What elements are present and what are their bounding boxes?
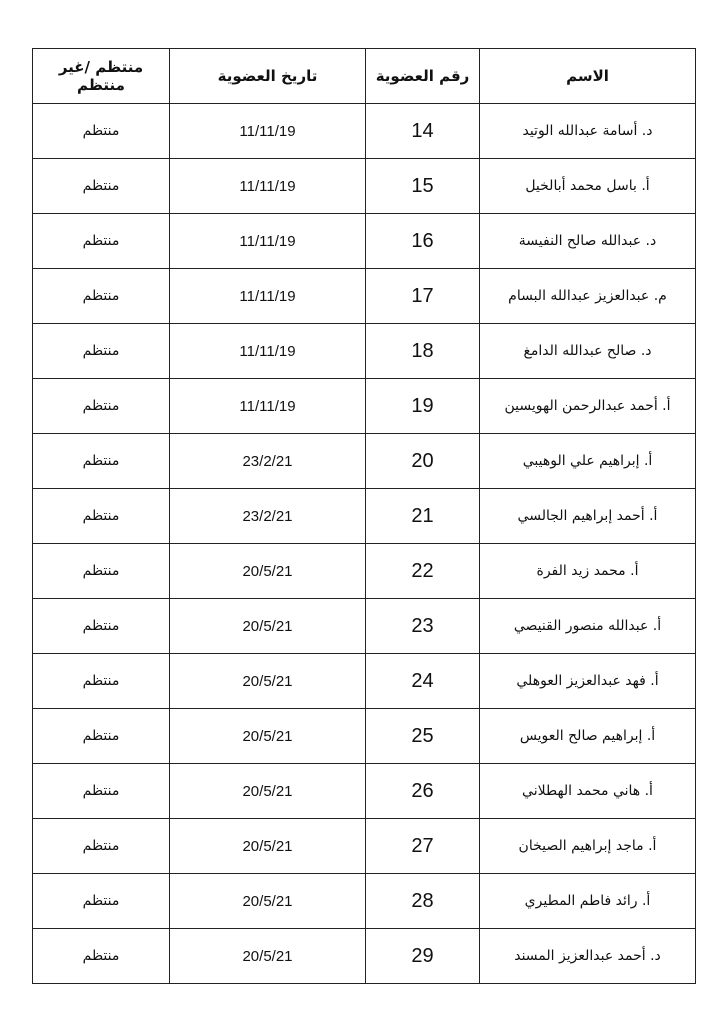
status-cell: منتظم <box>33 599 170 654</box>
member-name-cell: أ. عبدالله منصور القنيصي <box>480 599 696 654</box>
status-cell: منتظم <box>33 819 170 874</box>
member-name-cell: أ. أحمد إبراهيم الجالسي <box>480 489 696 544</box>
membership-number-cell: 17 <box>366 269 480 324</box>
member-name-cell: أ. هاني محمد الهطلاني <box>480 764 696 819</box>
member-name-cell: أ. ماجد إبراهيم الصيخان <box>480 819 696 874</box>
membership-date-cell: 23/2/21 <box>170 434 366 489</box>
table-row <box>33 104 696 159</box>
member-name-cell: د. عبدالله صالح النفيسة <box>480 214 696 269</box>
membership-date-cell: 11/11/19 <box>170 159 366 214</box>
membership-number-cell: 22 <box>366 544 480 599</box>
membership-date-cell: 11/11/19 <box>170 379 366 434</box>
member-name-cell: م. عبدالعزيز عبدالله البسام <box>480 269 696 324</box>
membership-number-cell: 20 <box>366 434 480 489</box>
membership-date-cell: 11/11/19 <box>170 324 366 379</box>
status-cell: منتظم <box>33 324 170 379</box>
membership-number-cell: 21 <box>366 489 480 544</box>
status-cell: منتظم <box>33 654 170 709</box>
member-name-cell: أ. أحمد عبدالرحمن الهويسين <box>480 379 696 434</box>
member-name-cell: أ. إبراهيم صالح العويس <box>480 709 696 764</box>
member-name-cell: د. صالح عبدالله الدامغ <box>480 324 696 379</box>
membership-date-cell: 11/11/19 <box>170 104 366 159</box>
membership-date-cell: 20/5/21 <box>170 599 366 654</box>
membership-number-cell: 28 <box>366 874 480 929</box>
table-row <box>33 544 696 599</box>
table-row <box>33 214 696 269</box>
status-cell: منتظم <box>33 709 170 764</box>
table-row <box>33 434 696 489</box>
membership-number-cell: 19 <box>366 379 480 434</box>
member-name-cell: د. أسامة عبدالله الوتيد <box>480 104 696 159</box>
membership-date-cell: 20/5/21 <box>170 709 366 764</box>
status-cell: منتظم <box>33 874 170 929</box>
table-row <box>33 489 696 544</box>
table-row <box>33 654 696 709</box>
table-header-row <box>33 49 696 104</box>
status-cell: منتظم <box>33 489 170 544</box>
status-cell: منتظم <box>33 159 170 214</box>
header-name: الاسم <box>480 49 696 104</box>
membership-number-cell: 26 <box>366 764 480 819</box>
table-row <box>33 599 696 654</box>
table-row <box>33 874 696 929</box>
membership-date-cell: 20/5/21 <box>170 764 366 819</box>
membership-date-cell: 20/5/21 <box>170 544 366 599</box>
table-row <box>33 819 696 874</box>
status-cell: منتظم <box>33 214 170 269</box>
member-name-cell: أ. إبراهيم علي الوهيبي <box>480 434 696 489</box>
membership-date-cell: 20/5/21 <box>170 819 366 874</box>
status-cell: منتظم <box>33 929 170 984</box>
membership-number-cell: 25 <box>366 709 480 764</box>
status-cell: منتظم <box>33 764 170 819</box>
member-name-cell: أ. باسل محمد أبالخيل <box>480 159 696 214</box>
table-row <box>33 929 696 984</box>
table-row <box>33 764 696 819</box>
status-cell: منتظم <box>33 379 170 434</box>
table-row <box>33 324 696 379</box>
membership-table <box>32 48 696 984</box>
status-cell: منتظم <box>33 434 170 489</box>
status-cell: منتظم <box>33 104 170 159</box>
membership-number-cell: 27 <box>366 819 480 874</box>
membership-date-cell: 20/5/21 <box>170 929 366 984</box>
membership-number-cell: 14 <box>366 104 480 159</box>
membership-date-cell: 23/2/21 <box>170 489 366 544</box>
table-row <box>33 269 696 324</box>
table-row <box>33 379 696 434</box>
membership-number-cell: 24 <box>366 654 480 709</box>
membership-date-cell: 20/5/21 <box>170 874 366 929</box>
member-name-cell: د. أحمد عبدالعزيز المسند <box>480 929 696 984</box>
status-cell: منتظم <box>33 269 170 324</box>
membership-number-cell: 16 <box>366 214 480 269</box>
table-row <box>33 159 696 214</box>
membership-number-cell: 23 <box>366 599 480 654</box>
member-name-cell: أ. رائد فاطم المطيري <box>480 874 696 929</box>
membership-number-cell: 29 <box>366 929 480 984</box>
membership-number-cell: 18 <box>366 324 480 379</box>
membership-number-cell: 15 <box>366 159 480 214</box>
header-membership-date: تاريخ العضوية <box>170 49 366 104</box>
header-membership-number: رقم العضوية <box>366 49 480 104</box>
membership-date-cell: 20/5/21 <box>170 654 366 709</box>
status-cell: منتظم <box>33 544 170 599</box>
membership-date-cell: 11/11/19 <box>170 214 366 269</box>
member-name-cell: أ. فهد عبدالعزيز العوهلي <box>480 654 696 709</box>
header-status: منتظم /غير منتظم <box>33 49 170 104</box>
table-row <box>33 709 696 764</box>
membership-date-cell: 11/11/19 <box>170 269 366 324</box>
member-name-cell: أ. محمد زيد الفرة <box>480 544 696 599</box>
